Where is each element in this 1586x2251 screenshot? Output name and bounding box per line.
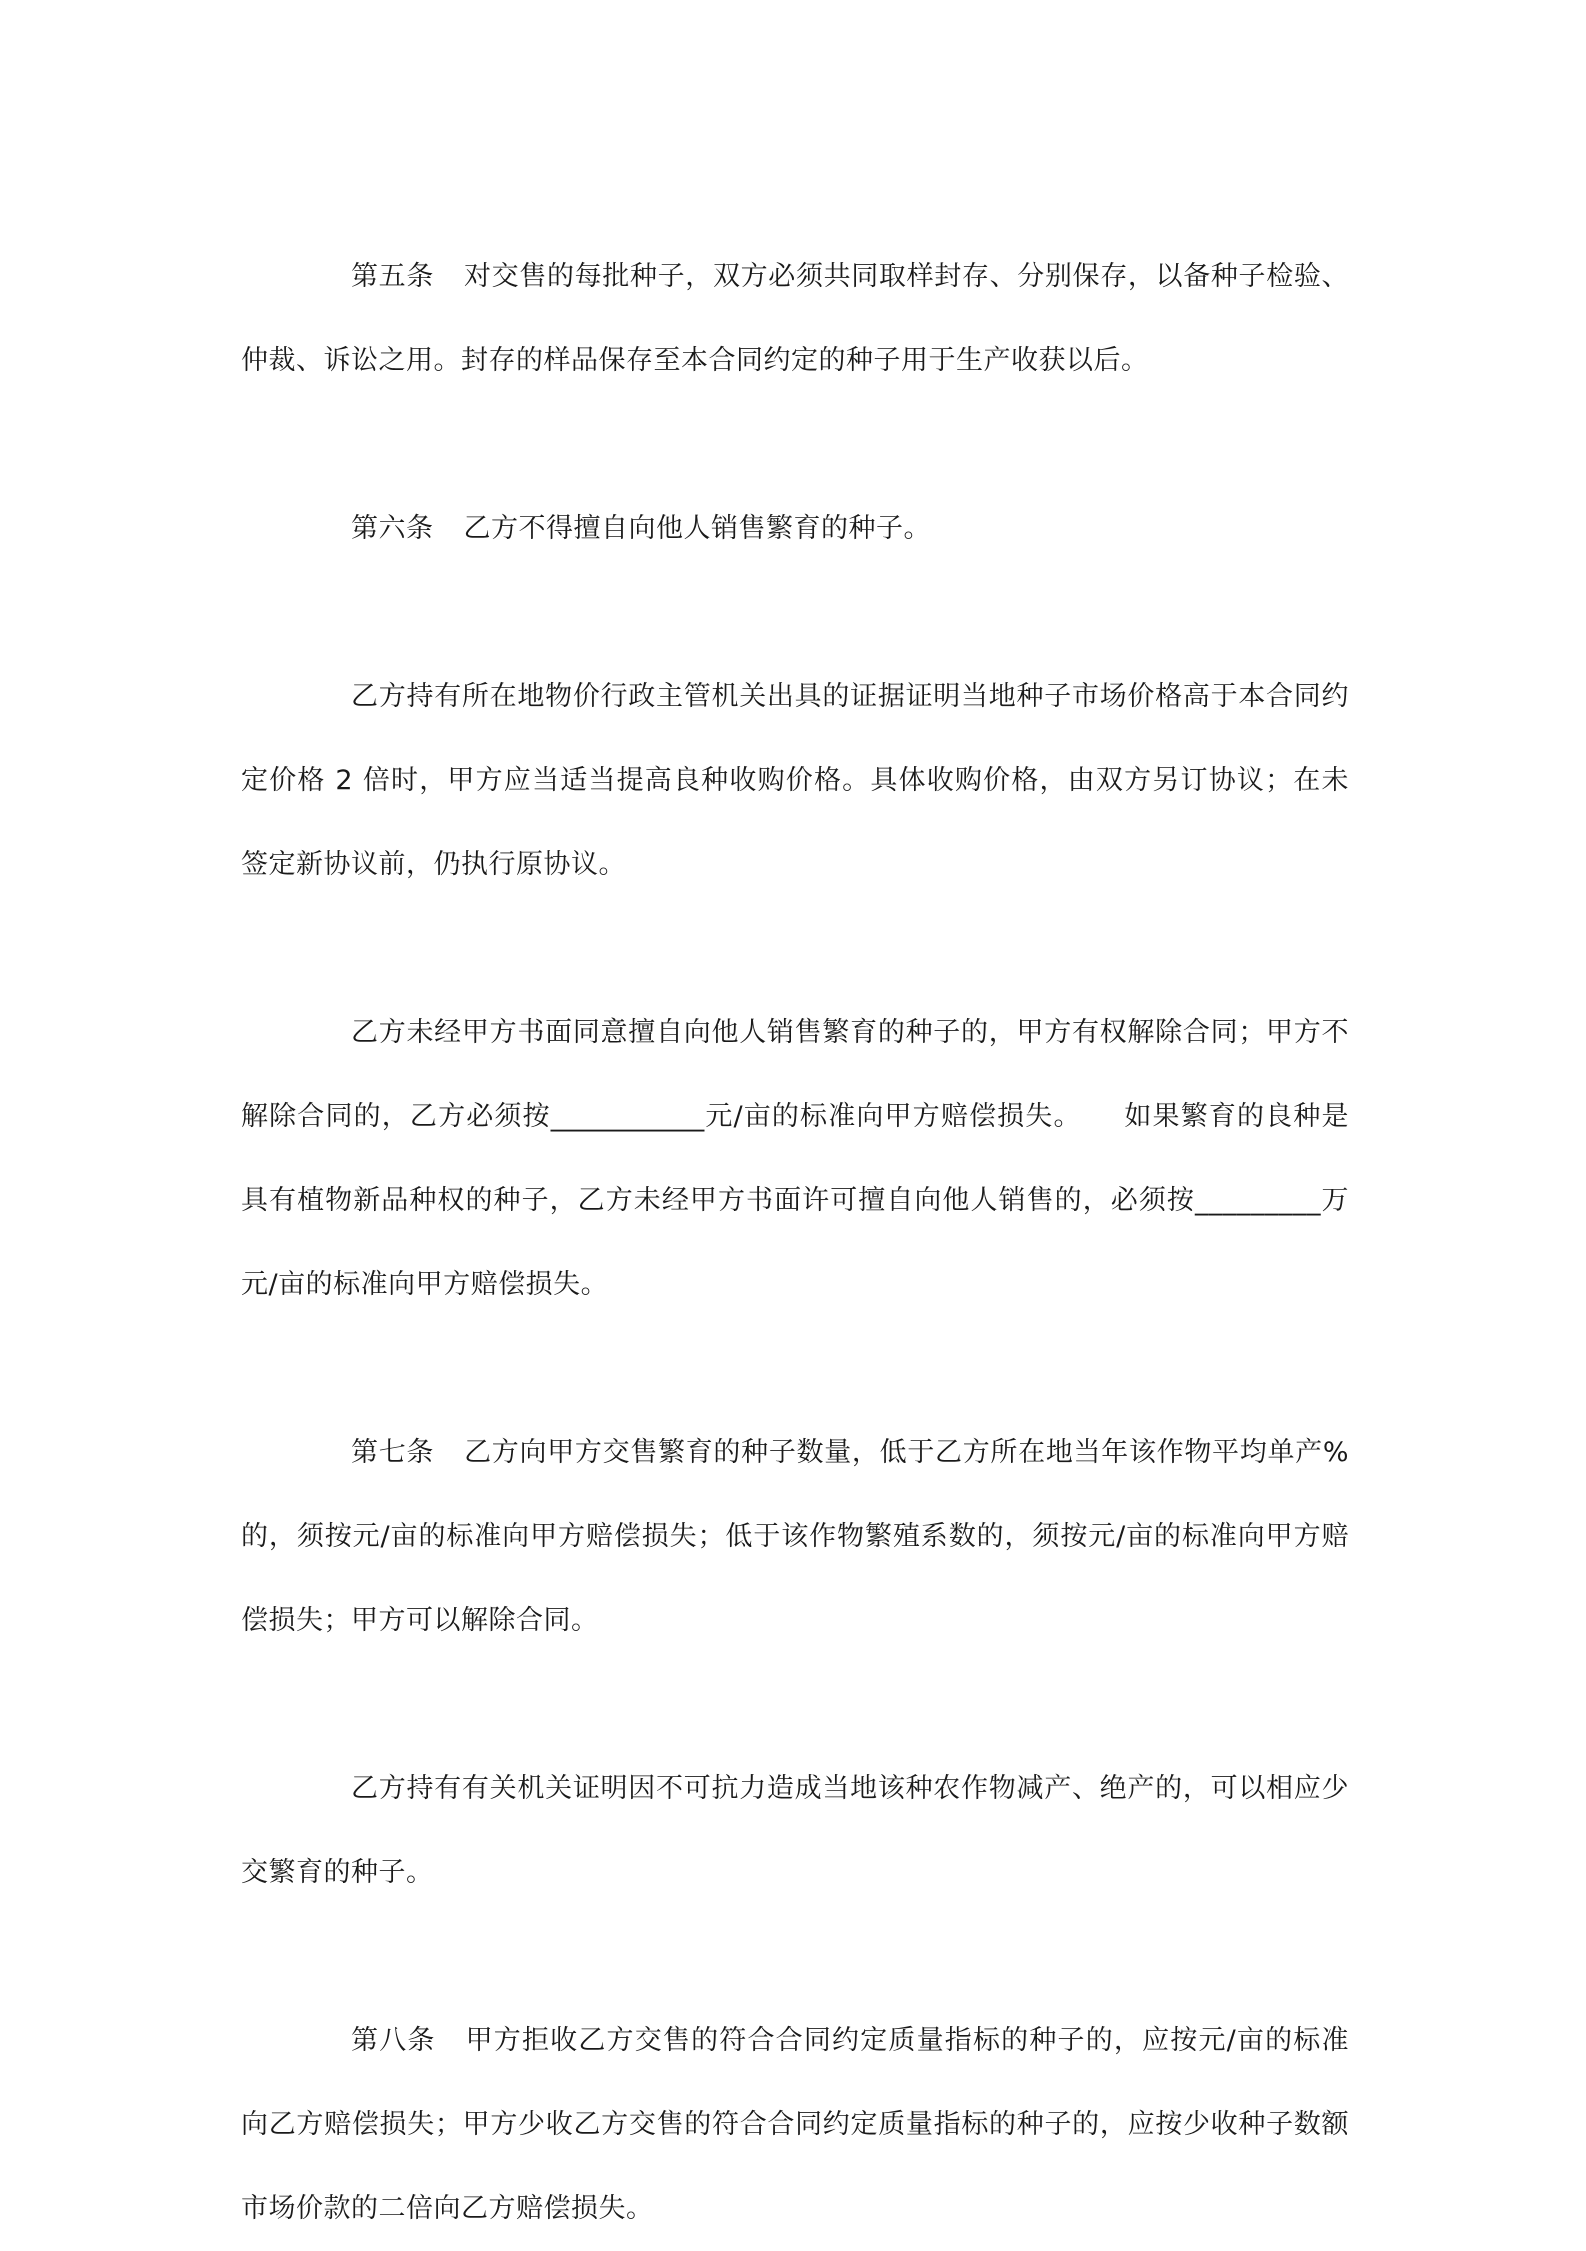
paragraph-text: 对交售的每批种子，双方必须共同取样封存、分别保存，以备种子检验、仲裁、诉讼之用。封存的样品保存至本合同约定的种子用于生产收获以后。: [241, 261, 1350, 376]
paragraph-force-majeure: [241, 1747, 1349, 1915]
article-number: 第五条: [351, 261, 434, 292]
article-number: 第七条: [351, 1437, 435, 1468]
paragraph-price-adjustment: [241, 655, 1349, 907]
paragraph-article-6: [241, 487, 1349, 571]
paragraph-text: 乙方持有有关机关证明因不可抗力造成当地该种农作物减产、绝产的，可以相应少交繁育的种子。: [241, 1773, 1349, 1888]
article-number: 第八条: [351, 2025, 436, 2056]
paragraph-text: 乙方未经甲方书面同意擅自向他人销售繁育的种子的，甲方有权解除合同；甲方不解除合同的，乙方必须按___________元/亩的标准向甲方赔偿损失。 如果繁育的良种是具有植物新品种权的种子，乙方未经甲方书面许可擅自向他人销售的，必须按_________万元/亩的标准向甲方赔偿损失。: [241, 1017, 1349, 1300]
paragraph-article-8: [241, 1999, 1349, 2251]
article-number: 第六条: [351, 513, 434, 544]
paragraph-unauthorized-sale: [241, 991, 1349, 1327]
paragraph-article-7: [241, 1411, 1349, 1663]
document-body: [241, 235, 1349, 2251]
paragraph-text: 乙方向甲方交售繁育的种子数量，低于乙方所在地当年该作物平均单产%的，须按元/亩的标准向甲方赔偿损失；低于该作物繁殖系数的，须按元/亩的标准向甲方赔偿损失；甲方可以解除合同。: [241, 1437, 1350, 1636]
paragraph-text: 甲方拒收乙方交售的符合合同约定质量指标的种子的，应按元/亩的标准向乙方赔偿损失；甲方少收乙方交售的符合合同约定质量指标的种子的，应按少收种子数额市场价款的二倍向乙方赔偿损失。: [241, 2025, 1350, 2224]
paragraph-text: 乙方不得擅自向他人销售繁育的种子。: [463, 513, 931, 544]
paragraph-text: 乙方持有所在地物价行政主管机关出具的证据证明当地种子市场价格高于本合同约定价格 2 倍时，甲方应当适当提高良种收购价格。具体收购价格，由双方另订协议；在未签定新协议前，仍执行原协议。: [241, 681, 1349, 880]
paragraph-article-5: [241, 235, 1349, 403]
